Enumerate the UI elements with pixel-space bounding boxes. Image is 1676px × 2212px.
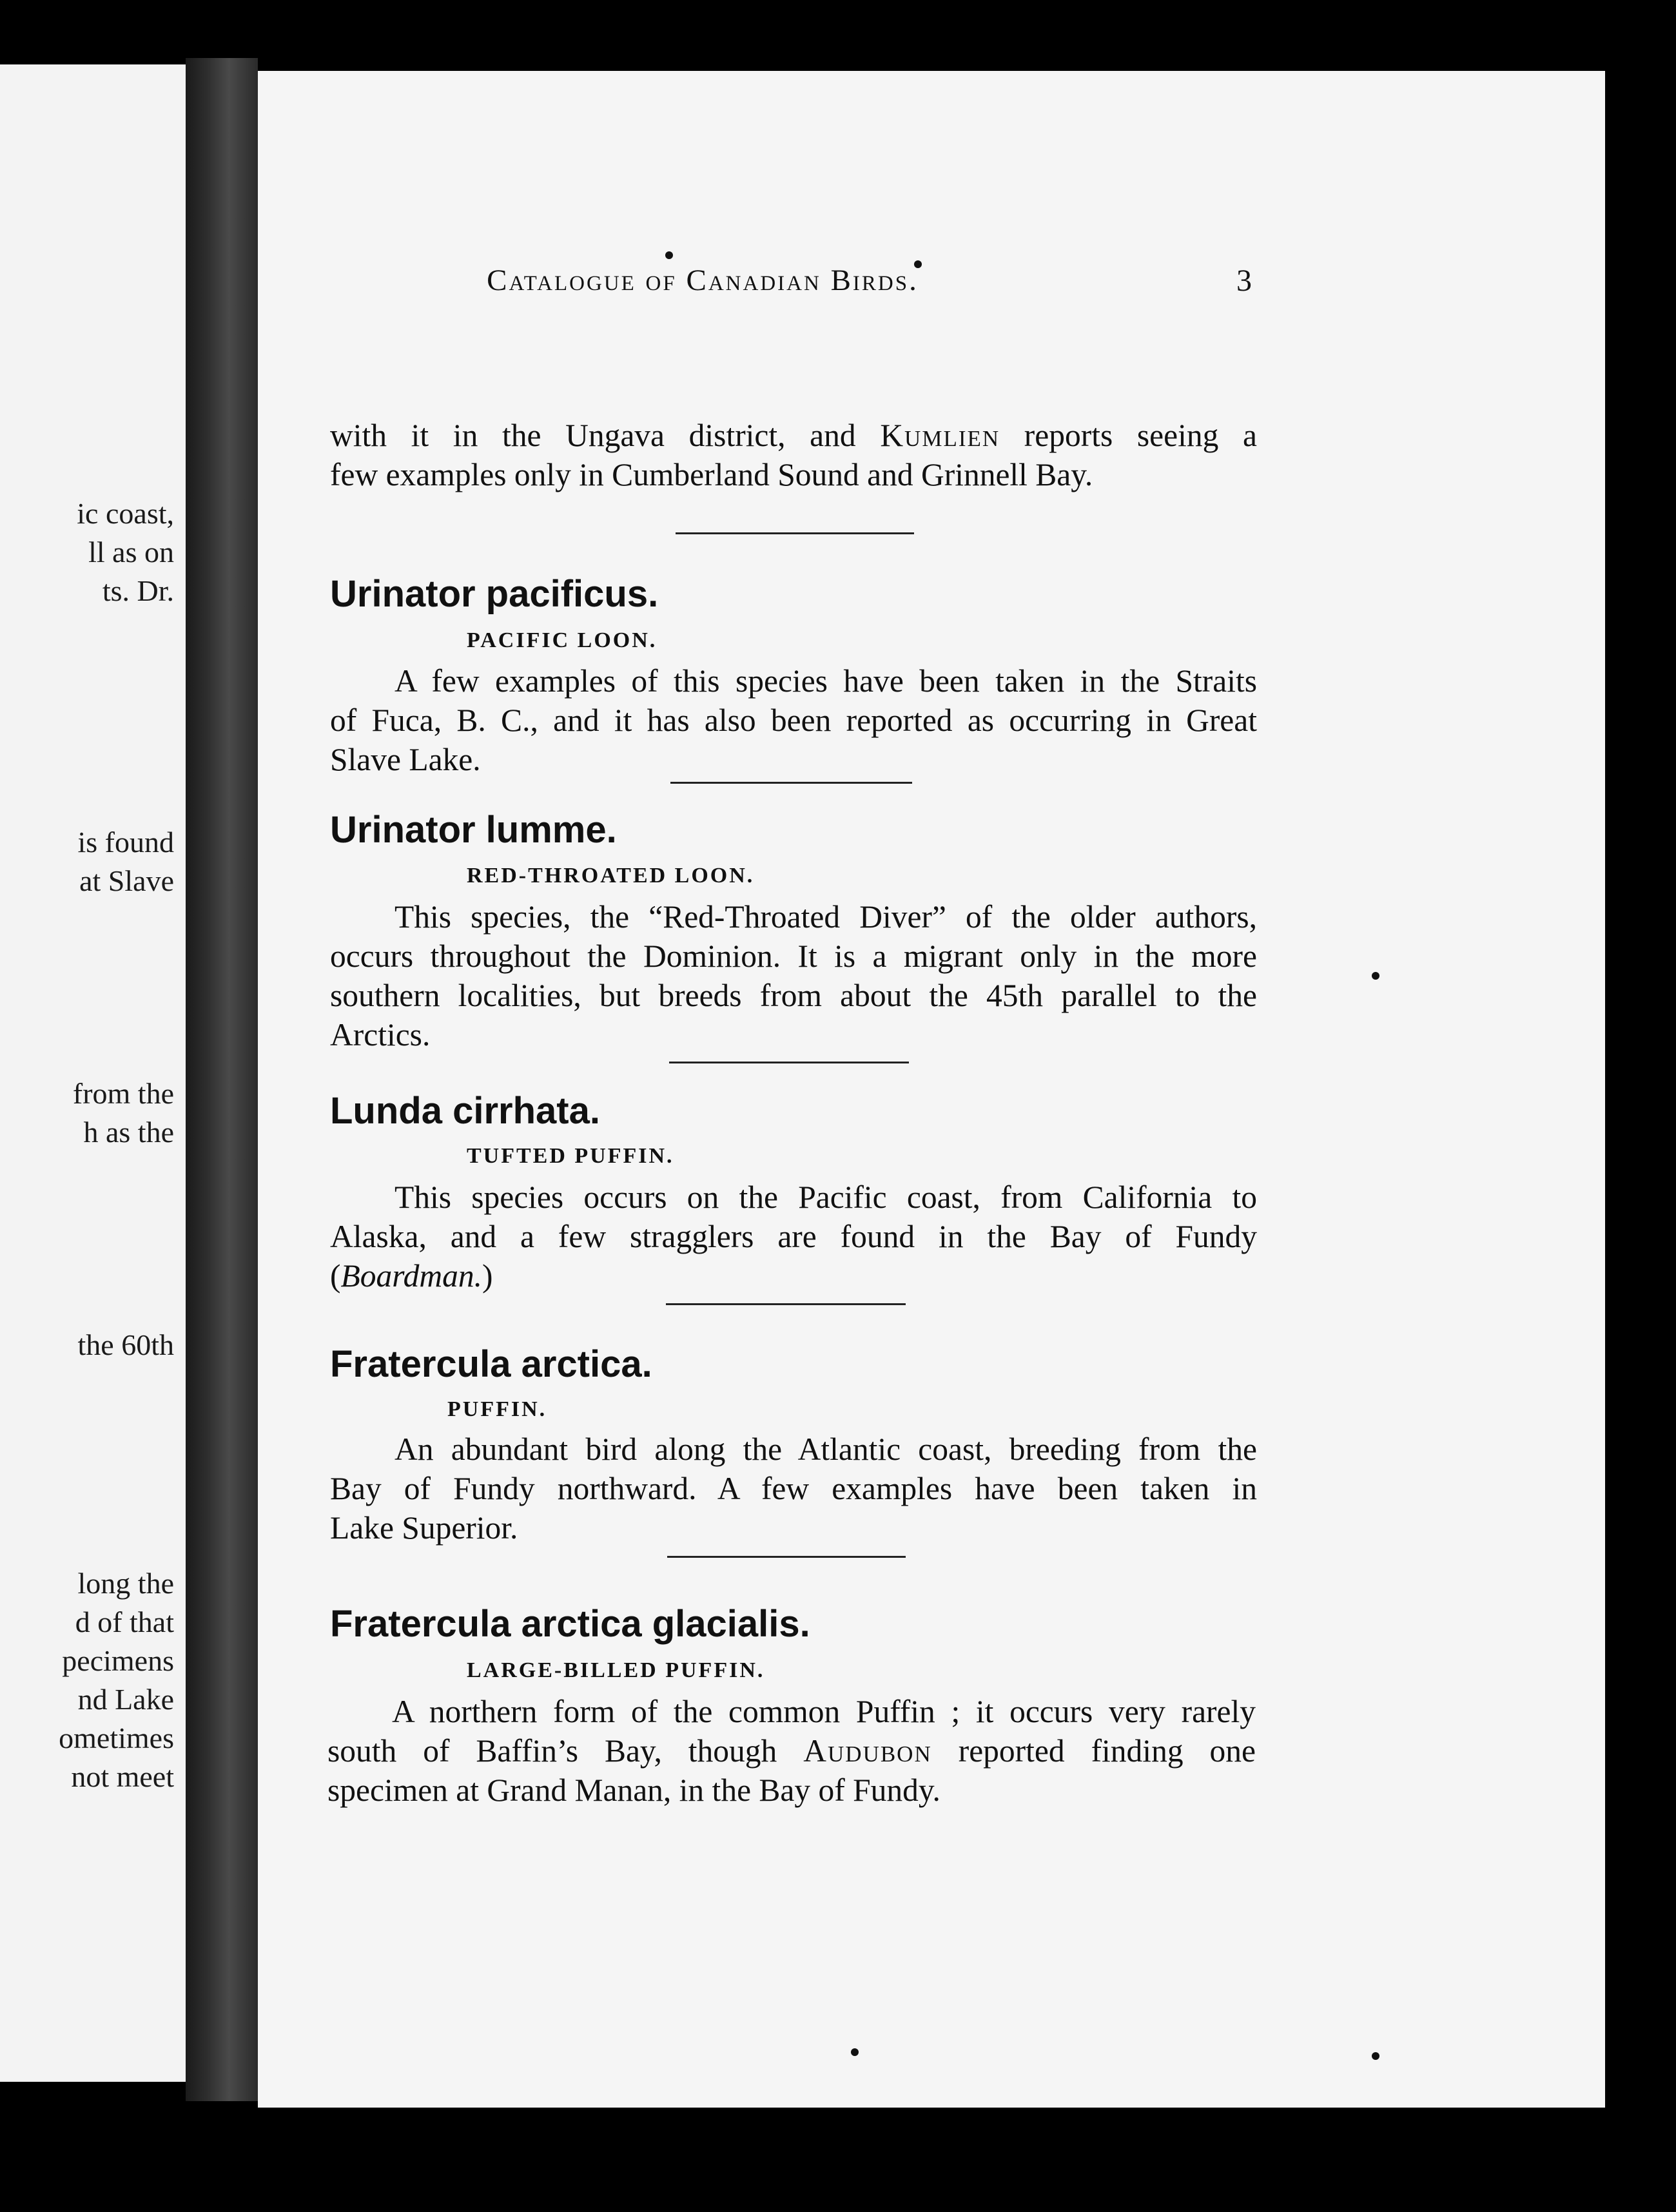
section-divider xyxy=(666,1303,906,1305)
author-name: Audubon xyxy=(803,1733,932,1769)
text-line: (Boardman.) xyxy=(330,1258,493,1294)
speck xyxy=(1372,972,1379,980)
left-page-fragment: is found xyxy=(77,826,174,859)
text-line: southern localities, but breeds from about the 45th parallel to the xyxy=(330,978,1257,1013)
text-line: Slave Lake. xyxy=(330,742,481,777)
left-facing-page xyxy=(0,64,186,2082)
text-line: occurs throughout the Dominion. It is a migrant only in the more xyxy=(330,938,1257,974)
left-page-fragment: ll as on xyxy=(88,536,174,568)
section-divider xyxy=(670,782,912,784)
species-description xyxy=(330,661,1257,779)
left-page-fragment: long the xyxy=(77,1567,174,1600)
species-heading: Urinator pacificus. xyxy=(330,573,659,615)
text-line: This species, the “Red-Throated Diver” of the older authors, xyxy=(395,899,1257,935)
text-line: few examples only in Cumberland Sound and Grinnell Bay. xyxy=(330,457,1093,492)
common-name: TUFTED PUFFIN. xyxy=(467,1144,674,1168)
left-page-fragment: not meet xyxy=(71,1760,174,1793)
section-divider xyxy=(669,1062,909,1063)
running-head-text: Catalogue of Canadian Birds. xyxy=(487,264,919,297)
speck xyxy=(851,2048,859,2056)
text-line: with it in the Ungava district, and Kumlien reports seeing a xyxy=(330,418,1257,453)
species-heading: Urinator lumme. xyxy=(330,809,617,851)
species-description xyxy=(330,897,1257,1054)
common-name: PACIFIC LOON. xyxy=(467,628,658,652)
page-number: 3 xyxy=(1236,264,1252,298)
left-page-fragment: from the xyxy=(72,1077,174,1110)
text-line: Arctics. xyxy=(330,1017,431,1053)
species-description xyxy=(330,1178,1257,1295)
text-line: of Fuca, B. C., and it has also been reported as occurring in Great xyxy=(330,703,1257,738)
left-page-fragment: d of that xyxy=(75,1606,174,1638)
species-description xyxy=(327,1692,1256,1810)
left-page-fragment: ic coast, xyxy=(77,497,174,530)
species-description xyxy=(330,1430,1257,1547)
text-line: Bay of Fundy northward. A few examples have been taken in xyxy=(330,1471,1257,1506)
common-name: LARGE-BILLED PUFFIN. xyxy=(467,1658,765,1682)
species-heading: Fratercula arctica glacialis. xyxy=(330,1603,810,1645)
intro-paragraph xyxy=(330,416,1257,494)
left-page-fragment: at Slave xyxy=(79,864,174,897)
text-line: A few examples of this species have been taken in the Straits xyxy=(395,663,1257,699)
left-page-fragment: ts. Dr. xyxy=(102,574,174,607)
section-divider xyxy=(667,1556,906,1558)
text-line: Lake Superior. xyxy=(330,1510,518,1546)
text-line: south of Baffin’s Bay, though Audubon reported finding one xyxy=(327,1733,1256,1769)
running-head xyxy=(280,263,1267,298)
left-page-fragment: ometimes xyxy=(59,1722,174,1754)
section-divider xyxy=(676,532,914,534)
left-page-fragment: the 60th xyxy=(77,1328,174,1361)
book-gutter xyxy=(186,58,258,2101)
left-page-fragment: nd Lake xyxy=(77,1683,174,1716)
citation: Boardman. xyxy=(340,1258,483,1294)
speck xyxy=(665,251,673,259)
common-name: RED-THROATED LOON. xyxy=(467,864,755,888)
speck xyxy=(1372,2052,1379,2060)
text-line: Alaska, and a few stragglers are found in the Bay of Fundy xyxy=(330,1219,1257,1254)
text-line: An abundant bird along the Atlantic coast, breeding from the xyxy=(395,1431,1257,1467)
text-line: A northern form of the common Puffin ; it occurs very rarely xyxy=(392,1694,1256,1729)
text-line: specimen at Grand Manan, in the Bay of Fundy. xyxy=(327,1772,940,1808)
author-name: Kumlien xyxy=(880,418,1000,453)
species-heading: Fratercula arctica. xyxy=(330,1343,652,1385)
common-name: PUFFIN. xyxy=(447,1397,547,1421)
species-heading: Lunda cirrhata. xyxy=(330,1090,600,1132)
left-page-fragment: h as the xyxy=(83,1116,174,1149)
left-page-fragment: pecimens xyxy=(62,1644,174,1677)
text-line: This species occurs on the Pacific coast, from California to xyxy=(395,1179,1257,1215)
